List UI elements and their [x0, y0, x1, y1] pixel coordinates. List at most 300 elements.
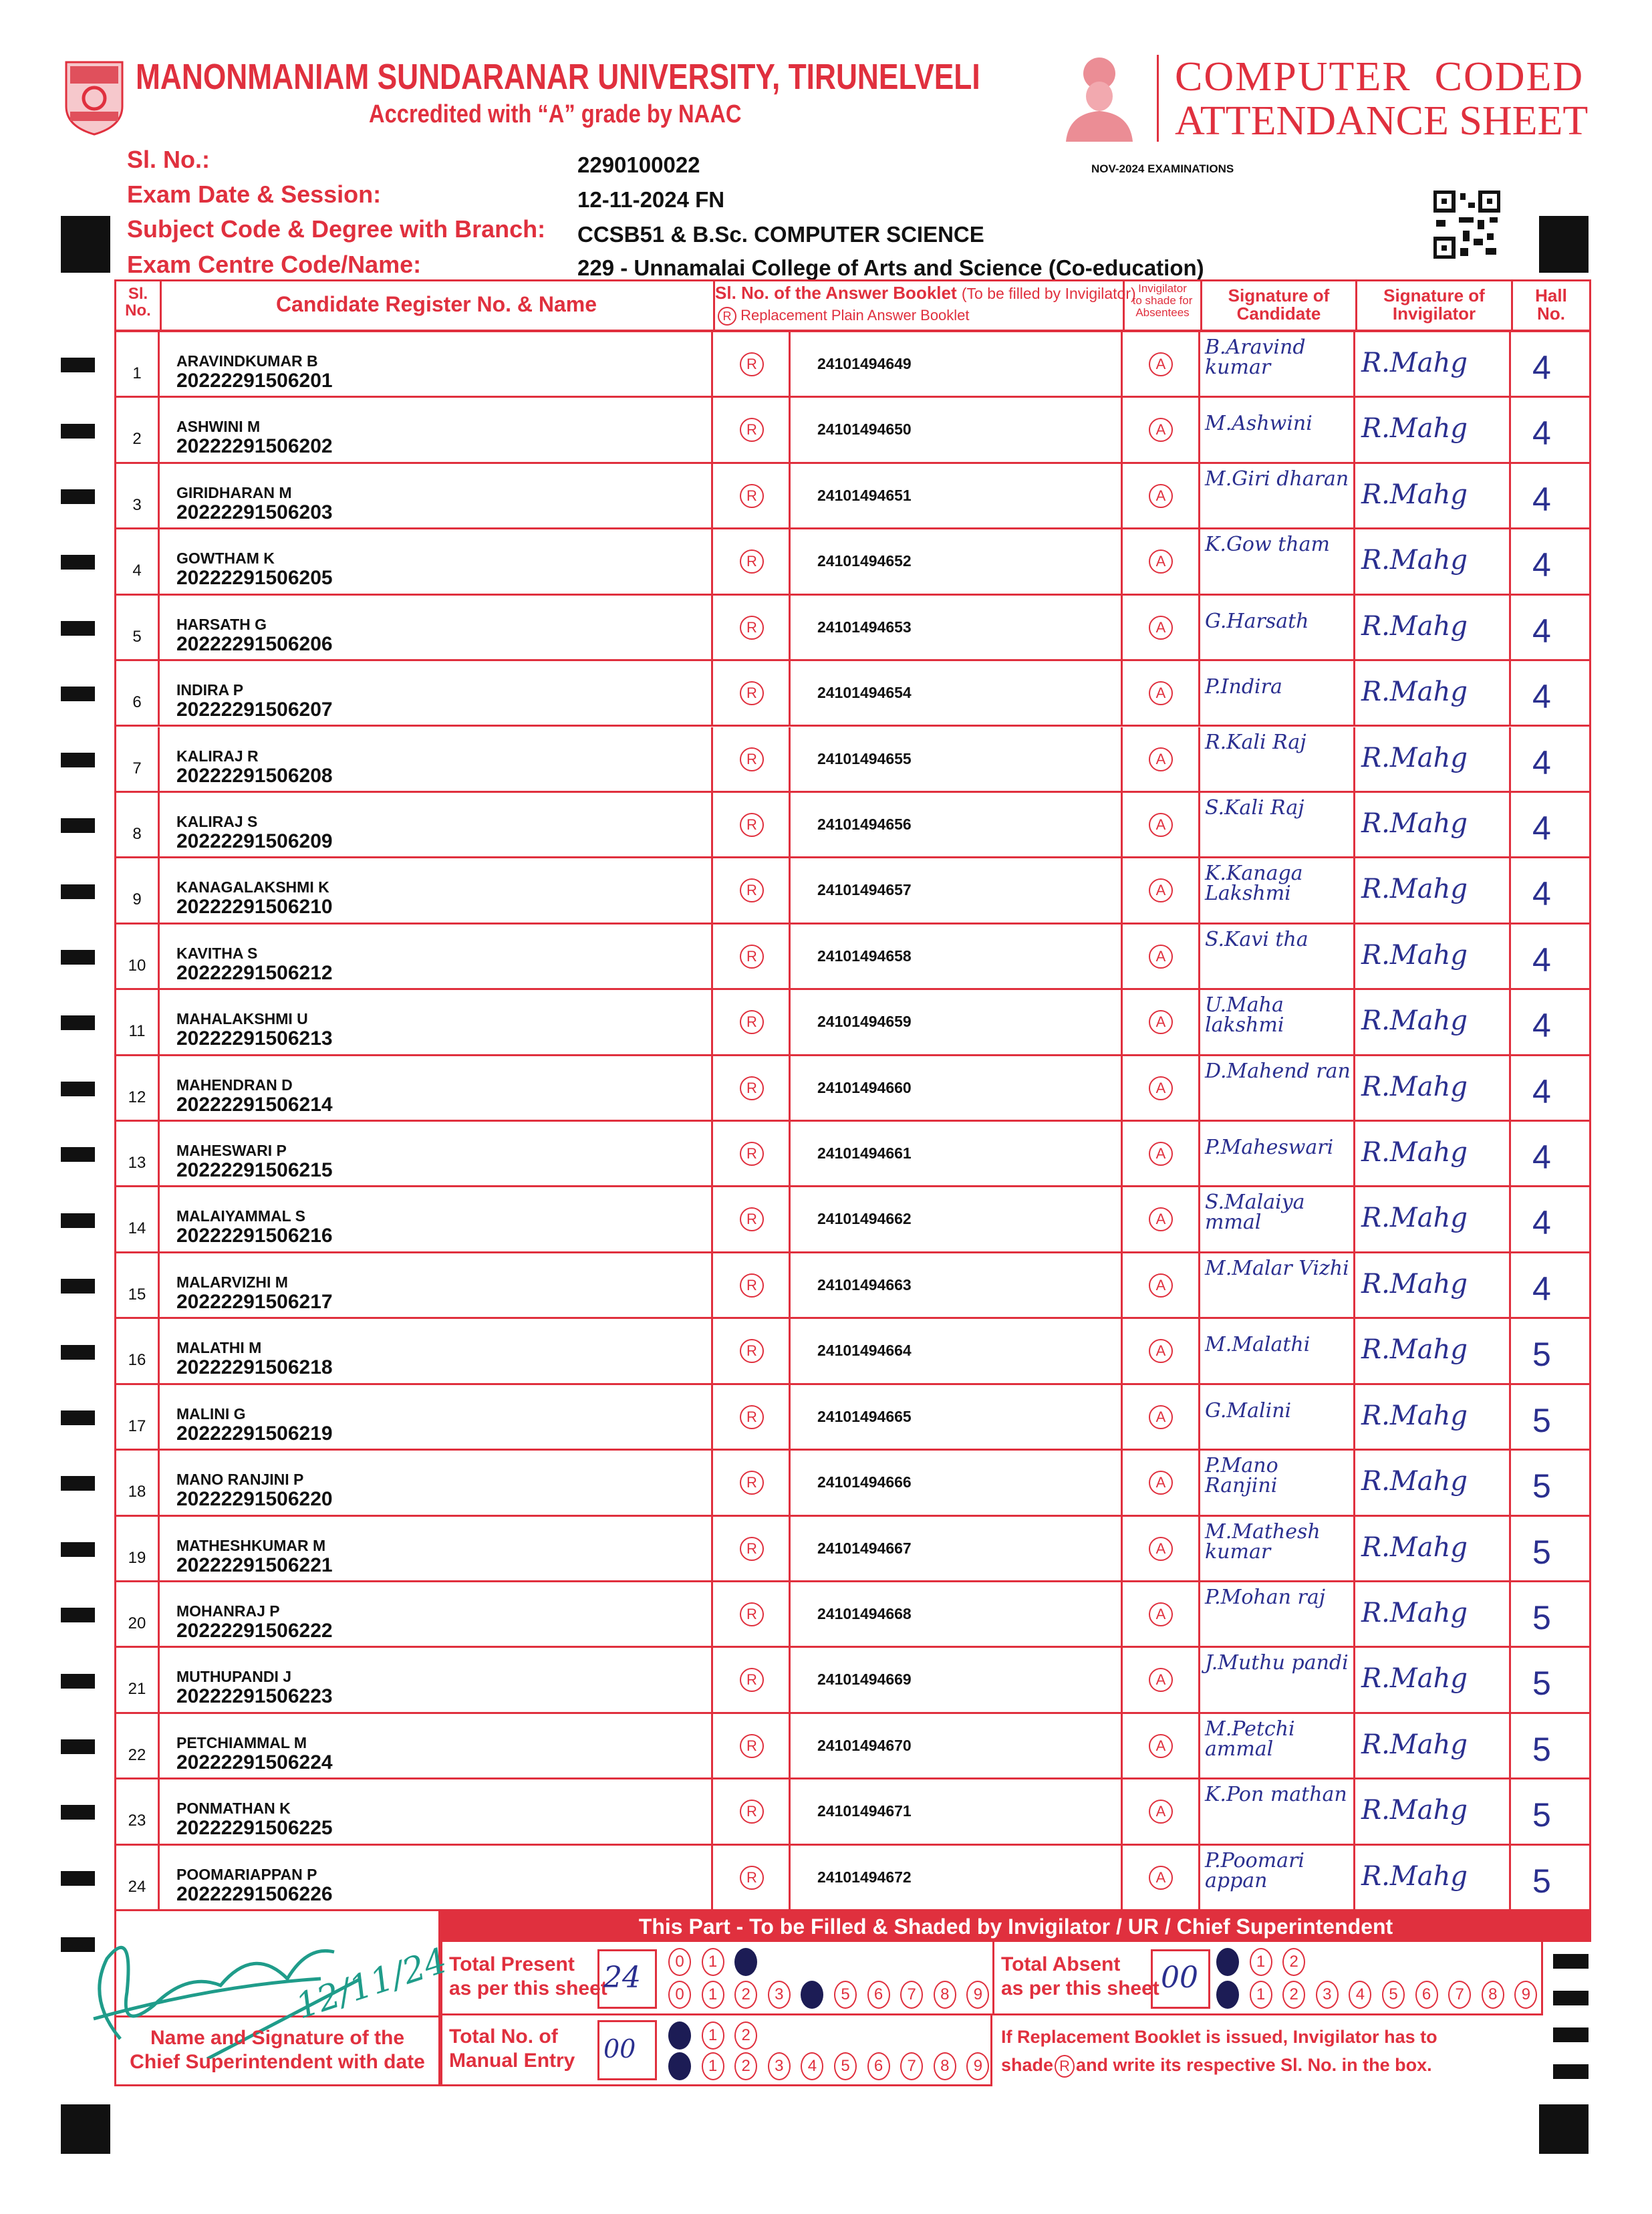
table-row	[114, 1385, 1591, 1451]
row-sl-no: 5	[132, 627, 142, 646]
register-number: 20222291506221	[176, 1554, 333, 1576]
timing-mark	[61, 818, 95, 833]
table-row	[114, 990, 1591, 1056]
absent-bubble[interactable]: A	[1149, 813, 1173, 837]
candidate-signature: P.Indira	[1205, 675, 1282, 699]
candidate-name: MALATHI M	[176, 1339, 262, 1357]
hall-number: 5	[1532, 1598, 1551, 1636]
manual-units-bubble[interactable]: 4	[801, 2052, 823, 2080]
absent-bubble[interactable]: A	[1149, 616, 1173, 640]
absent-bubble[interactable]: A	[1149, 1405, 1173, 1429]
row-sl-no: 2	[132, 430, 142, 449]
register-number: 20222291506224	[176, 1751, 333, 1773]
candidate-signature: U.Maha lakshmi	[1205, 993, 1284, 1037]
table-row	[114, 1846, 1591, 1911]
candidate-name: MAHENDRAN D	[176, 1076, 293, 1094]
candidate-name: ARAVINDKUMAR B	[176, 352, 318, 370]
booklet-number: 24101494662	[817, 1210, 912, 1228]
invigilator-signature: R.Mahg	[1361, 1663, 1468, 1695]
invigilator-signature: R.Mahg	[1361, 1795, 1468, 1826]
col-hall-header: Hall No.	[1535, 285, 1567, 324]
register-number: 20222291506212	[176, 961, 333, 984]
timing-mark	[61, 489, 95, 504]
replacement-bubble[interactable]: R	[740, 1602, 764, 1626]
booklet-number: 24101494669	[817, 1671, 912, 1689]
register-number: 20222291506205	[176, 567, 333, 590]
booklet-number: 24101494651	[817, 486, 912, 504]
row-sl-no: 15	[128, 1285, 146, 1304]
table-row	[114, 1648, 1591, 1713]
subject-label: Subject Code & Degree with Branch:	[127, 215, 546, 243]
timing-mark	[1553, 1954, 1589, 1969]
absent-tens-bubble[interactable]: 1	[1250, 1948, 1272, 1976]
replacement-bubble[interactable]: R	[740, 1471, 764, 1495]
present-units-bubble[interactable]: 5	[834, 1981, 857, 2009]
invigilator-signature: R.Mahg	[1361, 1729, 1468, 1760]
booklet-number: 24101494659	[817, 1013, 912, 1031]
replacement-bubble[interactable]: R	[740, 1273, 764, 1298]
absent-bubble[interactable]: A	[1149, 1339, 1173, 1363]
candidate-name: MAHESWARI P	[176, 1142, 287, 1160]
sl-no-label: Sl. No.:	[127, 146, 210, 173]
replacement-bubble[interactable]: R	[740, 549, 764, 574]
candidate-signature: G.Harsath	[1205, 609, 1309, 633]
timing-mark	[61, 216, 110, 273]
absent-units-bubble[interactable]: 5	[1382, 1981, 1405, 2009]
table-row	[114, 1122, 1591, 1187]
centre-label: Exam Centre Code/Name:	[127, 251, 422, 278]
booklet-number: 24101494654	[817, 684, 912, 702]
candidate-signature: P.Mano Ranjini	[1205, 1454, 1278, 1498]
timing-mark	[61, 1082, 95, 1096]
invigilator-signature: R.Mahg	[1361, 1531, 1468, 1563]
invigilator-signature: R.Mahg	[1361, 1071, 1468, 1102]
invigilator-signature: R.Mahg	[1361, 1860, 1468, 1892]
replacement-bubble[interactable]: R	[740, 1866, 764, 1890]
absent-bubble[interactable]: A	[1149, 1537, 1173, 1561]
register-number: 20222291506208	[176, 764, 333, 787]
booklet-number: 24101494672	[817, 1868, 912, 1886]
hall-number: 4	[1532, 1007, 1551, 1045]
timing-mark	[61, 1871, 95, 1886]
absent-units-bubble[interactable]	[1216, 1981, 1239, 2009]
hall-number: 5	[1532, 1665, 1551, 1703]
manual-units-bubble[interactable]: 2	[734, 2052, 757, 2080]
candidate-name: MALINI G	[176, 1404, 246, 1423]
table-row	[114, 925, 1591, 990]
absent-bubble[interactable]: A	[1149, 1800, 1173, 1824]
register-number: 20222291506226	[176, 1882, 333, 1905]
absent-bubble[interactable]: A	[1149, 681, 1173, 705]
replacement-bubble[interactable]: R	[740, 1207, 764, 1231]
absent-bubble[interactable]: A	[1149, 1010, 1173, 1034]
present-units-bubble[interactable]: 0	[668, 1981, 691, 2009]
candidate-name: ASHWINI M	[176, 418, 261, 436]
timing-mark	[61, 1015, 95, 1030]
replacement-bubble[interactable]: R	[740, 418, 764, 442]
row-sl-no: 10	[128, 956, 146, 975]
present-tens-bubble[interactable]: 0	[668, 1948, 691, 1976]
absent-bubble[interactable]: A	[1149, 549, 1173, 574]
table-row	[114, 529, 1591, 595]
timing-mark	[1553, 2064, 1589, 2079]
table-row	[114, 596, 1591, 661]
manual-units-bubble[interactable]: 9	[966, 2052, 989, 2080]
manual-units-bubble[interactable]: 8	[934, 2052, 956, 2080]
invigilator-signature: R.Mahg	[1361, 1005, 1468, 1037]
replacement-instruction: If Replacement Booklet is issued, Invigilator has to shade R and write its respective Sl. No. in the box.	[1001, 2025, 1437, 2078]
absent-bubble[interactable]: A	[1149, 1866, 1173, 1890]
timing-mark	[61, 1937, 95, 1952]
booklet-number: 24101494650	[817, 420, 912, 439]
manual-tens-bubble[interactable]: 2	[734, 2021, 757, 2050]
total-present-label: Total Present as per this sheet	[449, 1953, 607, 1999]
booklet-number: 24101494665	[817, 1407, 912, 1425]
candidate-name: KALIRAJ R	[176, 747, 259, 765]
hall-number: 4	[1532, 414, 1551, 453]
svg-text:12/11/24: 12/11/24	[291, 1941, 452, 2027]
invigilator-signature: R.Mahg	[1361, 874, 1468, 905]
booklet-number: 24101494671	[817, 1802, 912, 1820]
timing-mark	[61, 1608, 95, 1622]
absent-bubble[interactable]: A	[1149, 1602, 1173, 1626]
replacement-bubble[interactable]: R	[740, 878, 764, 902]
row-sl-no: 6	[132, 693, 142, 712]
replacement-bubble[interactable]: R	[740, 1076, 764, 1100]
invigilator-signature: R.Mahg	[1361, 1597, 1468, 1628]
replacement-bubble[interactable]: R	[740, 1668, 764, 1692]
replacement-bubble[interactable]: R	[740, 484, 764, 508]
timing-mark	[61, 358, 95, 372]
table-row	[114, 1582, 1591, 1648]
absent-units-bubble[interactable]: 1	[1250, 1981, 1272, 2009]
booklet-number: 24101494670	[817, 1736, 912, 1754]
booklet-number: 24101494660	[817, 1078, 912, 1096]
row-sl-no: 9	[132, 890, 142, 909]
register-number: 20222291506225	[176, 1817, 333, 1840]
invigilator-signature: R.Mahg	[1361, 545, 1468, 576]
invigilator-signature: R.Mahg	[1361, 1137, 1468, 1168]
register-number: 20222291506217	[176, 1290, 333, 1313]
table-row	[114, 793, 1591, 858]
sl-no-value: 2290100022	[577, 152, 700, 177]
manual-tens-bubble[interactable]	[668, 2021, 691, 2050]
present-tens-bubble[interactable]	[734, 1948, 757, 1976]
row-sl-no: 7	[132, 759, 142, 777]
present-units-bubble[interactable]: 1	[702, 1981, 724, 2009]
col-candidate-header: Candidate Register No. & Name	[275, 292, 597, 316]
col-sig-candidate-header: Signature of Candidate	[1228, 285, 1330, 324]
sheet-title-line2: ATTENDANCE SHEET	[1175, 98, 1589, 144]
timing-mark	[61, 1345, 95, 1360]
register-number: 20222291506207	[176, 699, 333, 721]
replacement-bubble[interactable]: R	[740, 616, 764, 640]
absent-units-bubble[interactable]: 4	[1349, 1981, 1371, 2009]
candidate-name: HARSATH G	[176, 615, 267, 633]
table-row	[114, 1056, 1591, 1122]
table-row	[114, 1451, 1591, 1516]
candidate-name: MANO RANJINI P	[176, 1471, 304, 1489]
manual-units-bubble[interactable]: 3	[768, 2052, 791, 2080]
examinations-label: NOV-2024 EXAMINATIONS	[1091, 162, 1234, 175]
register-number: 20222291506202	[176, 435, 333, 458]
absent-bubble[interactable]: A	[1149, 1668, 1173, 1692]
absent-bubble[interactable]: A	[1149, 484, 1173, 508]
row-sl-no: 3	[132, 495, 142, 514]
timing-mark	[1553, 2027, 1589, 2042]
replacement-bubble[interactable]: R	[740, 1800, 764, 1824]
absent-bubble[interactable]: A	[1149, 1273, 1173, 1298]
replacement-bubble[interactable]: R	[740, 1734, 764, 1758]
table-row	[114, 1319, 1591, 1384]
register-number: 20222291506222	[176, 1619, 333, 1642]
absent-units-bubble[interactable]: 7	[1448, 1981, 1471, 2009]
candidate-name: INDIRA P	[176, 681, 244, 699]
row-sl-no: 13	[128, 1154, 146, 1173]
replacement-bubble[interactable]: R	[740, 1142, 764, 1166]
table-row	[114, 1517, 1591, 1582]
table-header	[114, 279, 1591, 332]
row-sl-no: 18	[128, 1483, 146, 1501]
manual-units-bubble[interactable]: 6	[867, 2052, 890, 2080]
invigilator-signature: R.Mahg	[1361, 610, 1468, 642]
replacement-bubble[interactable]: R	[740, 1405, 764, 1429]
table-row	[114, 661, 1591, 727]
candidate-name: MALAIYAMMAL S	[176, 1207, 305, 1225]
candidate-signature: M.Ashwini	[1205, 412, 1313, 436]
booklet-number: 24101494649	[817, 355, 912, 372]
timing-mark	[61, 1542, 95, 1557]
present-units-bubble[interactable]: 2	[734, 1981, 757, 2009]
row-sl-no: 1	[132, 364, 142, 382]
replacement-bubble[interactable]: R	[740, 747, 764, 771]
present-tens-bubble[interactable]: 1	[702, 1948, 724, 1976]
absent-bubble[interactable]: A	[1149, 1076, 1173, 1100]
booklet-number: 24101494666	[817, 1473, 912, 1491]
founder-portrait	[1059, 55, 1138, 142]
invigilator-signature: R.Mahg	[1361, 676, 1468, 708]
absent-bubble[interactable]: A	[1149, 878, 1173, 902]
absent-bubble[interactable]: A	[1149, 1471, 1173, 1495]
hall-number: 5	[1532, 1862, 1551, 1900]
total-present-box[interactable]: 24	[597, 1949, 657, 2009]
candidate-signature: S.Kali Raj	[1205, 795, 1304, 820]
register-number: 20222291506206	[176, 632, 333, 655]
manual-entry-box[interactable]: 00	[597, 2020, 657, 2080]
candidate-signature: M.Mathesh kumar	[1205, 1519, 1321, 1564]
manual-tens-bubble[interactable]: 1	[702, 2021, 724, 2050]
university-logo	[63, 59, 125, 138]
replacement-bubble[interactable]: R	[740, 1339, 764, 1363]
replacement-bubble[interactable]: R	[740, 1010, 764, 1034]
candidate-name: MAHALAKSHMI U	[176, 1010, 308, 1028]
invigilator-band: This Part - To be Filled & Shaded by Invigilator / UR / Chief Superintendent	[440, 1911, 1591, 1942]
row-sl-no: 21	[128, 1680, 146, 1699]
total-absent-box[interactable]: 00	[1151, 1949, 1210, 2009]
timing-mark	[61, 1279, 95, 1294]
absent-bubble[interactable]: A	[1149, 1142, 1173, 1166]
invigilator-signature: R.Mahg	[1361, 1400, 1468, 1431]
present-units-bubble[interactable]: 6	[867, 1981, 890, 2009]
candidate-signature: S.Kavi tha	[1205, 927, 1309, 951]
booklet-number: 24101494652	[817, 552, 912, 570]
hall-number: 4	[1532, 1072, 1551, 1110]
candidate-name: PETCHIAMMAL M	[176, 1733, 307, 1751]
absent-bubble[interactable]: A	[1149, 945, 1173, 969]
candidate-name: KAVITHA S	[176, 944, 258, 962]
candidate-name: POOMARIAPPAN P	[176, 1865, 317, 1883]
booklet-number: 24101494656	[817, 815, 912, 833]
absent-units-bubble[interactable]: 3	[1316, 1981, 1339, 2009]
absent-units-bubble[interactable]: 8	[1482, 1981, 1504, 2009]
hall-number: 4	[1532, 546, 1551, 584]
col-absent-header: Invigilator to shade for Absentees	[1132, 282, 1193, 319]
table-row	[114, 398, 1591, 463]
timing-mark	[61, 555, 95, 570]
present-units-bubble[interactable]: 7	[900, 1981, 923, 2009]
chief-label: Name and Signature of the Chief Superintendent with date	[130, 2027, 425, 2073]
hall-number: 5	[1532, 1336, 1551, 1374]
timing-mark	[1539, 2104, 1589, 2154]
booklet-number: 24101494661	[817, 1144, 912, 1162]
manual-units-bubble[interactable]: 7	[900, 2052, 923, 2080]
candidate-name: PONMATHAN K	[176, 1800, 291, 1818]
table-row	[114, 727, 1591, 793]
register-number: 20222291506215	[176, 1159, 333, 1182]
hall-number: 4	[1532, 1204, 1551, 1242]
row-sl-no: 17	[128, 1417, 146, 1435]
replacement-bubble[interactable]: R	[740, 945, 764, 969]
timing-mark	[61, 753, 95, 767]
absent-units-bubble[interactable]: 6	[1415, 1981, 1438, 2009]
booklet-number: 24101494663	[817, 1275, 912, 1294]
invigilator-signature: R.Mahg	[1361, 1334, 1468, 1366]
candidate-name: MUTHUPANDI J	[176, 1668, 292, 1686]
hall-number: 4	[1532, 809, 1551, 847]
timing-mark	[61, 1739, 95, 1754]
candidate-signature: S.Malaiya mmal	[1205, 1191, 1305, 1235]
register-number: 20222291506219	[176, 1422, 333, 1445]
candidate-signature: G.Malini	[1205, 1398, 1292, 1423]
booklet-number: 24101494653	[817, 618, 912, 636]
invigilator-signature: R.Mahg	[1361, 1268, 1468, 1300]
qr-code	[1433, 191, 1500, 259]
replacement-bubble[interactable]: R	[740, 352, 764, 376]
replacement-bubble[interactable]: R	[740, 681, 764, 705]
timing-mark	[61, 1213, 95, 1228]
subject-value: CCSB51 & B.Sc. COMPUTER SCIENCE	[577, 222, 984, 247]
candidate-signature: M.Giri dharan	[1205, 467, 1349, 491]
candidate-signature: K.Kanaga Lakshmi	[1205, 862, 1303, 906]
candidate-signature: M.Malar Vizhi	[1205, 1256, 1349, 1280]
present-units-bubble[interactable]: 8	[934, 1981, 956, 2009]
table-row	[114, 1779, 1591, 1845]
exam-date-value: 12-11-2024 FN	[577, 187, 725, 212]
register-number: 20222291506203	[176, 501, 333, 523]
total-absent-label: Total Absent as per this sheet	[1001, 1953, 1159, 1999]
hall-number: 5	[1532, 1533, 1551, 1571]
hall-number: 5	[1532, 1401, 1551, 1439]
timing-mark	[61, 424, 95, 439]
candidate-signature: M.Malathi	[1205, 1333, 1311, 1357]
absent-bubble[interactable]: A	[1149, 352, 1173, 376]
present-units-bubble[interactable]: 3	[768, 1981, 791, 2009]
exam-date-label: Exam Date & Session:	[127, 180, 382, 208]
timing-mark	[61, 1805, 95, 1820]
replacement-bubble[interactable]: R	[740, 1537, 764, 1561]
booklet-number: 24101494664	[817, 1342, 912, 1360]
candidate-signature: D.Mahend ran	[1205, 1059, 1351, 1083]
table-row	[114, 332, 1591, 398]
table-row	[114, 1714, 1591, 1779]
absent-bubble[interactable]: A	[1149, 418, 1173, 442]
university-name: MANONMANIAM SUNDARANAR UNIVERSITY, TIRUNELVELI	[136, 57, 980, 97]
timing-mark	[61, 1476, 95, 1491]
row-sl-no: 8	[132, 824, 142, 843]
hall-number: 4	[1532, 1269, 1551, 1308]
register-number: 20222291506220	[176, 1488, 333, 1511]
timing-mark	[61, 1674, 95, 1689]
replacement-note: R Replacement Plain Answer Booklet	[718, 307, 970, 326]
hall-number: 4	[1532, 349, 1551, 386]
booklet-number: 24101494667	[817, 1539, 912, 1557]
invigilator-signature: R.Mahg	[1361, 742, 1468, 773]
absent-bubble[interactable]: A	[1149, 747, 1173, 771]
row-sl-no: 22	[128, 1745, 146, 1764]
register-number: 20222291506223	[176, 1685, 333, 1708]
candidate-signature: B.Aravind kumar	[1205, 336, 1306, 379]
row-sl-no: 24	[128, 1877, 146, 1896]
row-sl-no: 4	[132, 562, 142, 580]
manual-units-bubble[interactable]: 1	[702, 2052, 724, 2080]
invigilator-signature: R.Mahg	[1361, 939, 1468, 971]
absent-bubble[interactable]: A	[1149, 1734, 1173, 1758]
row-sl-no: 12	[128, 1088, 146, 1106]
timing-mark	[61, 687, 95, 701]
row-sl-no: 23	[128, 1812, 146, 1830]
manual-units-bubble[interactable]	[668, 2052, 691, 2080]
table-row	[114, 858, 1591, 924]
row-sl-no: 11	[128, 1022, 146, 1041]
absent-tens-bubble[interactable]	[1216, 1948, 1239, 1976]
absent-units-bubble[interactable]: 9	[1514, 1981, 1537, 2009]
replacement-bubble[interactable]: R	[740, 813, 764, 837]
hall-number: 5	[1532, 1467, 1551, 1505]
candidate-signature: P.Poomari appan	[1205, 1848, 1305, 1892]
register-number: 20222291506214	[176, 1093, 333, 1116]
absent-bubble[interactable]: A	[1149, 1207, 1173, 1231]
timing-mark	[1539, 216, 1589, 273]
timing-mark	[61, 621, 95, 636]
absent-tens-bubble[interactable]: 2	[1282, 1948, 1305, 1976]
absent-units-bubble[interactable]: 2	[1282, 1981, 1305, 2009]
invigilator-signature: R.Mahg	[1361, 479, 1468, 510]
timing-mark	[61, 1147, 95, 1162]
row-sl-no: 20	[128, 1614, 146, 1632]
col-sl-header: Sl. No.	[125, 285, 151, 320]
booklet-number: 24101494668	[817, 1604, 912, 1622]
hall-number: 4	[1532, 678, 1551, 716]
candidate-name: GOWTHAM K	[176, 549, 275, 568]
hall-number: 4	[1532, 875, 1551, 913]
candidate-name: MALARVIZHI M	[176, 1273, 288, 1291]
hall-number: 4	[1532, 941, 1551, 979]
manual-units-bubble[interactable]: 5	[834, 2052, 857, 2080]
candidate-signature: M.Petchi ammal	[1205, 1717, 1295, 1761]
row-sl-no: 19	[128, 1548, 146, 1567]
col-booklet-header: Sl. No. of the Answer Booklet (To be filled by Invigilator)	[715, 283, 1136, 303]
present-units-bubble[interactable]: 9	[966, 1981, 989, 2009]
